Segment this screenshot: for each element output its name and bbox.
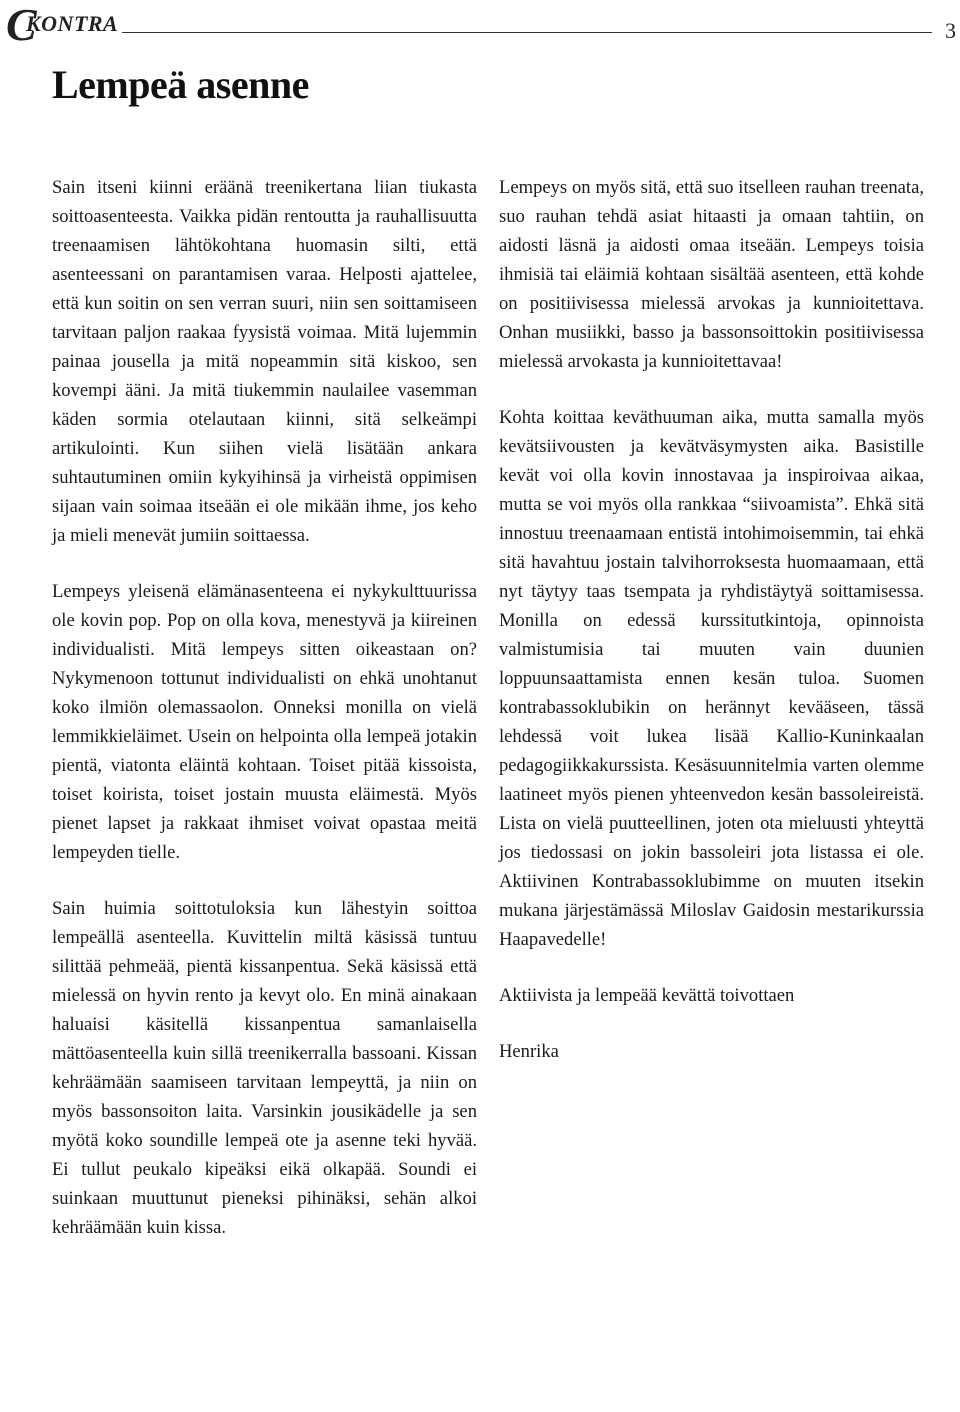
paragraph-left-3: Sain huimia soittotuloksia kun lähestyin soittoa lempeällä asenteella. Kuvittelin miltä käsissä tuntuu silittää pehmeää, pientä kissanpentua. Sekä käsissä että mielessä on hyvin rento ja kevyt olo. En minä ainakaan haluaisi käsitellä kissanpentua samanlaisella mättöasenteella kuin sillä treenikerralla bassoani. Kissan kehräämään saamiseen tarvitaan lempeyttä, ja niin on myös bassonsoiton laita. Varsinkin jousikädelle ja sen myötä koko soundille lempeä ote ja asenne teki hyvää. Ei tullut peukalo kipeäksi eikä olkapää. Soundi ei suinkaan muuttunut pieneksi pihinäksi, sehän alkoi kehräämään kuin kissa.: [52, 898, 477, 1238]
signature: Henrika: [499, 1041, 559, 1062]
paragraph-right-2: Kohta koittaa keväthuuman aika, mutta samalla myös kevätsiivousten ja kevätväsymysten aika. Basistille kevät voi olla kovin innostavaa ja inspiroivaa aikaa, mutta se voi myös olla rankkaa “siivoamista”. Ehkä sitä innostuu treenaamaan entistä intohimoisemmin, tai ehkä sitä havahtuu jostain talvihorroksesta huomaamaan, että nyt täytyy taas tsempata ja ryhdistäytyä soittamisessa. Monilla on edessä kurssitutkintoja, opinnoista valmistumisia tai muuten vain duunien loppuunsaattamista ennen kesän tuloa. Suomen kontrabassoklubikin on herännyt kevääseen, tässä lehdessä voit lukea lisää Kallio-Kuninkaalan pedagogiikkakurssista. Kesäsuunnitelmia varten olemme laatineet myös pienen yhteenvedon kesän bassoleireistä. Lista on vielä puutteellinen, joten ota mieluusti yhteyttä jos tiedossasi on jokin bassoleiri jota listassa ei ole. Aktiivinen Kontrabassoklubimme on muuten itsekin mukana järjestämässä Miloslav Gaidosin mestarikurssia Haapavedelle!: [499, 407, 924, 950]
kontra-logo: [6, 0, 136, 50]
paragraph-left-2: Lempeys yleisenä elämänasenteena ei nykykulttuurissa ole kovin pop. Pop on olla kova, menestyvä ja kiireinen individualisti. Mitä lempeys sitten oikeastaan on? Nykymenoon tottunut individualisti on ehkä unohtanut koko ilmiön olemassaolon. Onneksi monilla on vielä lemmikkieläimet. Usein on helpointa olla lempeä jotakin pientä, viatonta eläintä kohtaan. Toiset pitää kissoista, toiset koirista, toiset jostain muusta eläimestä. Myös pienet lapset ja rakkaat ihmiset voivat opastaa meitä lempeyden tielle.: [52, 581, 477, 863]
right-column: [499, 173, 924, 1093]
signoff: [499, 981, 924, 1066]
logo-initial: C: [6, 0, 37, 50]
article-title: Lempeä asenne: [52, 62, 309, 107]
header-rule: [122, 32, 932, 33]
page-header: [0, 0, 960, 60]
paragraph-right-1: Lempeys on myös sitä, että suo itselleen rauhan treenata, suo rauhan tehdä asiat hitaasti ja omaan tahtiin, on aidosti läsnä ja aidosti omaa itseään. Lempeys toisia ihmisiä tai eläimiä kohtaan sisältää asenteen, että kohde on positiivisessa mielessä arvokas ja kunnioitettava. Onhan musiikki, basso ja bassonsoittokin positiivisessa mielessä arvokasta ja kunnioitettavaa!: [499, 177, 924, 372]
paragraph-left-1: Sain itseni kiinni eräänä treenikertana liian tiukasta soittoasenteesta. Vaikka pidän rentoutta ja rauhallisuutta treenaamisen lähtökohtana huomasin silti, että asenteessani on parantamisen varaa. Helposti ajattelee, että kun soitin on sen verran suuri, niin sen soittamiseen tarvitaan paljon raakaa fyysistä voimaa. Mitä lujemmin painaa jousella ja mitä nopeammin sitä kiskoo, sen kovempi ääni. Ja mitä tiukemmin naulailee vasemman käden sormia otelautaan kiinni, sitä selkeämpi artikulointi. Kun siihen vielä lisätään ankara suhtautuminen omiin kykyihinsä ja virheistä oppimisen sijaan vain soimaa itseään ei ole mikään ihme, jos keho ja mieli menevät jumiin soittaessa.: [52, 177, 477, 546]
page-number: 3: [945, 18, 956, 43]
closing-line: Aktiivista ja lempeää kevättä toivottaen: [499, 985, 795, 1006]
left-column: [52, 173, 477, 1269]
logo-text: KONTRA: [26, 11, 119, 36]
